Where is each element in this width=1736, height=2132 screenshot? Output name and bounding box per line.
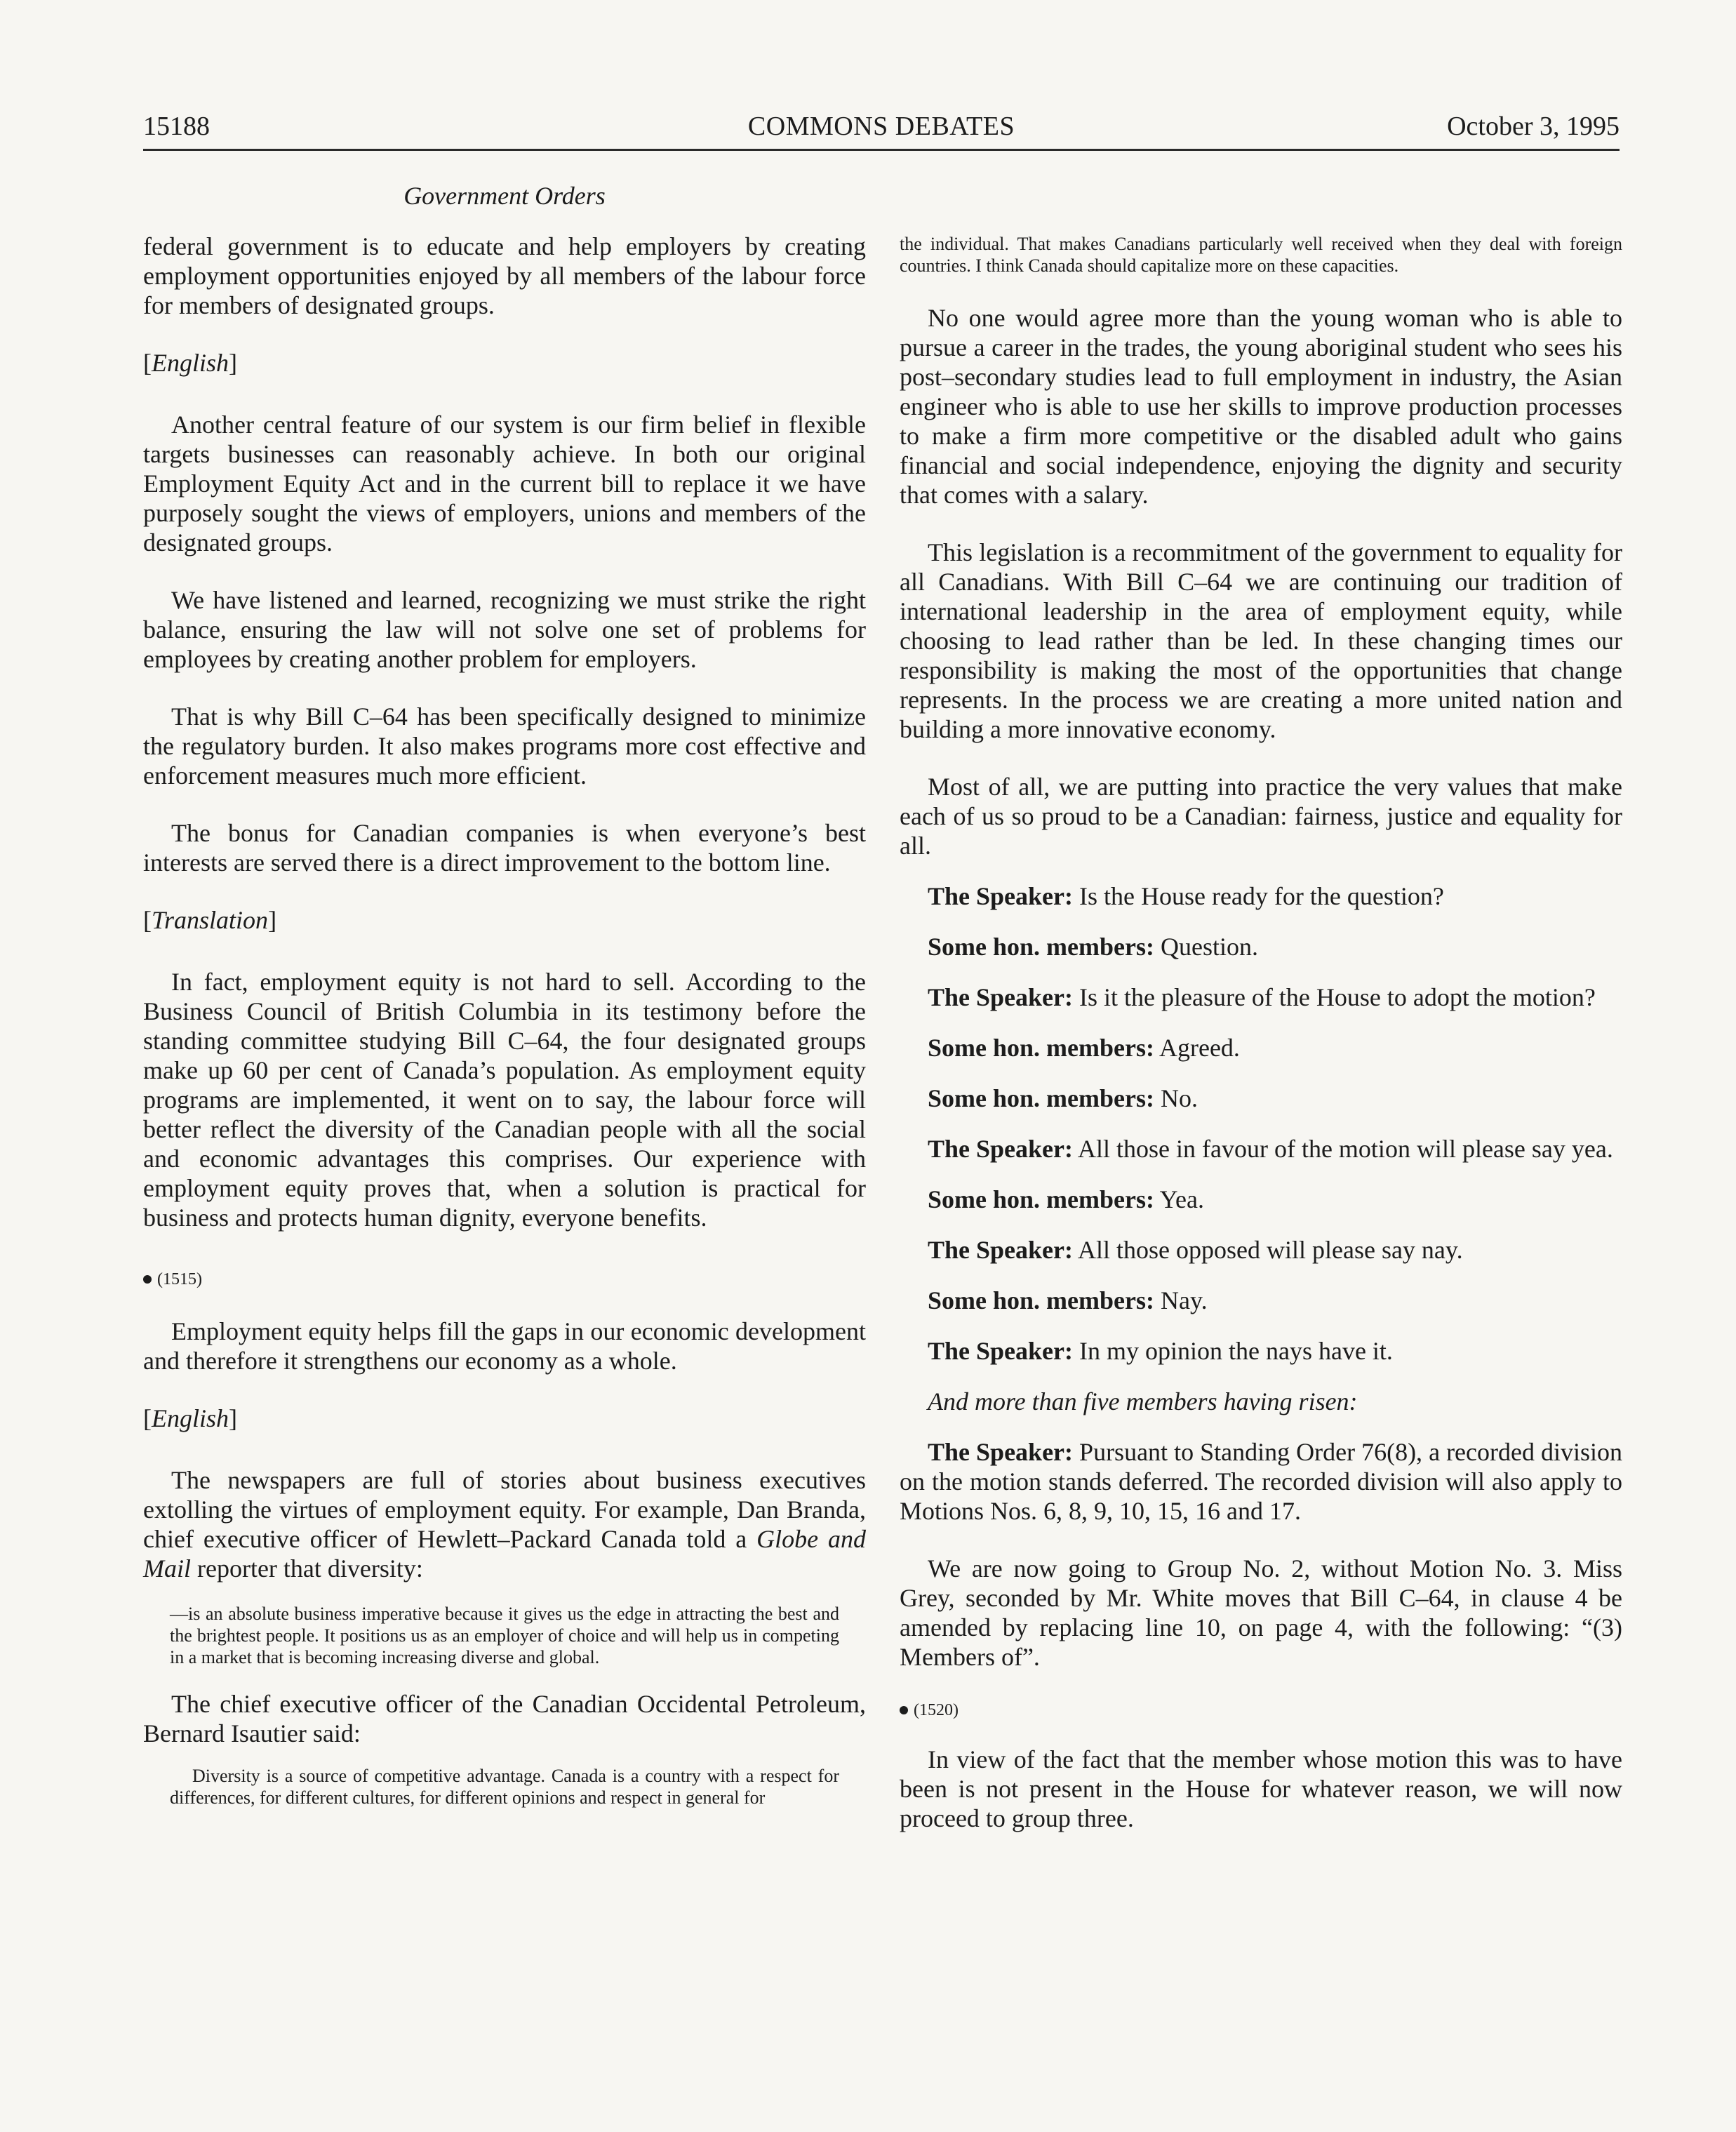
time-marker: [143, 1269, 866, 1290]
block-quote: —is an absolute business imperative because it gives us the edge in attracting the best and the brightest people. It positions us as an employer of choice and will help us in competing in a market that is becoming increasing diverse and global.: [170, 1604, 839, 1667]
speaker-name: Some hon. members:: [928, 1286, 1154, 1314]
paragraph: We have listened and learned, recognizing we must strike the right balance, ensuring the law will not solve one set of problems for employees by creating another problem for employers.: [143, 586, 866, 673]
time-marker: [900, 1700, 1622, 1721]
speech-text: In my opinion the nays have it.: [1073, 1337, 1393, 1365]
speech: [900, 1437, 1622, 1526]
speaker-name: The Speaker:: [928, 1236, 1073, 1264]
block-quote: Diversity is a source of competitive advantage. Canada is a country with a respect for differences, for different cultures, for different opinions and respect in general for: [170, 1766, 839, 1808]
paragraph: The chief executive officer of the Canadian Occidental Petroleum, Bernard Isautier said:: [143, 1690, 866, 1747]
speech: [900, 1033, 1622, 1062]
speech-text: Is it the pleasure of the House to adopt the motion?: [1073, 983, 1596, 1011]
speech: [900, 1235, 1622, 1265]
speech-text: All those opposed will please say nay.: [1073, 1236, 1463, 1264]
speech-text: Is the House ready for the question?: [1073, 882, 1444, 910]
speech: [900, 1336, 1622, 1366]
left-column: [143, 232, 866, 1808]
paragraph: Employment equity helps fill the gaps in our economic development and therefore it strengthens our economy as a whole.: [143, 1317, 866, 1375]
speaker-name: Some hon. members:: [928, 1084, 1154, 1112]
language-marker: [Translation]: [143, 906, 277, 934]
speech-text: No.: [1154, 1084, 1198, 1112]
paragraph: Another central feature of our system is our firm belief in flexible targets businesses can reasonably achieve. In both our original Employment Equity Act and in the current bill to replace it we have purposely sought the views of employers, unions and members of the designated groups.: [143, 411, 866, 557]
paragraph-text: reporter that diversity:: [191, 1554, 423, 1583]
speech-text: Question.: [1154, 933, 1258, 961]
paragraph: The bonus for Canadian companies is when everyone’s best interests are served there is a direct improvement to the bottom line.: [143, 819, 866, 877]
page-number: 15188: [143, 112, 210, 141]
speech: [900, 881, 1622, 911]
speech: [900, 1134, 1622, 1164]
block-quote-continued: the individual. That makes Canadians particularly well received when they deal with foreign countries. I think Canada should capitalize more on these capacities.: [900, 234, 1622, 276]
section-title: Government Orders: [403, 182, 606, 210]
speaker-name: The Speaker:: [928, 1438, 1074, 1466]
speaker-name: Some hon. members:: [928, 1185, 1154, 1213]
speaker-name: The Speaker:: [928, 1135, 1073, 1163]
language-label: English: [152, 1404, 229, 1432]
time-marker-text: (1520): [914, 1701, 959, 1719]
language-label: English: [152, 349, 229, 377]
paragraph: This legislation is a recommitment of the government to equality for all Canadians. With Bill C–64 we are continuing our tradition of international leadership in the area of employment equity, while choosing to lead rather than be led. In these changing times our responsibility is making the most of the opportunities that change represents. In the process we are creating a more united nation and building a more innovative economy.: [900, 538, 1622, 743]
paragraph: That is why Bill C–64 has been specifically designed to minimize the regulatory burden. It also makes programs more cost effective and enforcement measures much more efficient.: [143, 702, 866, 789]
speaker-name: Some hon. members:: [928, 933, 1154, 961]
page-header: [143, 111, 1620, 146]
speech: [900, 1084, 1622, 1113]
publication-title: COMMONS DEBATES: [747, 112, 1015, 141]
speaker-name: The Speaker:: [928, 983, 1073, 1011]
language-label: Translation: [152, 906, 269, 934]
speech-text: Yea.: [1154, 1185, 1204, 1213]
paragraph: In fact, employment equity is not hard to sell. According to the Business Council of British Columbia in its testimony before the standing committee studying Bill C–64, the four designated groups make up 60 per cent of Canada’s population. As employment equity programs are implemented, it went on to say, the labour force will better reflect the diversity of the Canadian people with all the social and economic advantages this comprises. Our experience with employment equity proves that, when a solution is practical for business and protects human dignity, everyone benefits.: [143, 968, 866, 1232]
paragraph: Most of all, we are putting into practice the very values that make each of us so proud to be a Canadian: fairness, justice and equality for all.: [900, 773, 1622, 860]
newspaper-title: Globe and Mail: [143, 1525, 866, 1583]
bullet-icon: [900, 1706, 908, 1714]
speech-text: Nay.: [1154, 1286, 1208, 1314]
speech-text: Pursuant to Standing Order 76(8), a recorded division on the motion stands deferred. The recorded division will also apply to Motions Nos. 6, 8, 9, 10, 15, 16 and 17.: [900, 1438, 1623, 1525]
paragraph: We are now going to Group No. 2, without Motion No. 3. Miss Grey, seconded by Mr. White moves that Bill C–64, in clause 4 be amended by replacing line 10, on page 4, with the following: “(3) Members of”.: [900, 1554, 1622, 1671]
header-rule: [143, 149, 1620, 151]
speaker-name: The Speaker:: [928, 882, 1073, 910]
stage-direction: And more than five members having risen:: [928, 1387, 1358, 1415]
speech: [900, 1185, 1622, 1214]
publication-date: October 3, 1995: [1447, 112, 1620, 141]
speech: [900, 1286, 1622, 1315]
time-marker-text: (1515): [157, 1270, 202, 1288]
bullet-icon: [143, 1275, 152, 1284]
paragraph: [143, 1465, 866, 1583]
speech-text: Agreed.: [1154, 1034, 1240, 1062]
paragraph: In view of the fact that the member whose motion this was to have been is not present in the House for whatever reason, we will now proceed to group three.: [900, 1745, 1622, 1832]
speaker-name: The Speaker:: [928, 1337, 1073, 1365]
right-column: [900, 233, 1622, 1833]
paragraph: federal government is to educate and help employers by creating employment opportunities enjoyed by all members of the labour force for members of designated groups.: [143, 232, 866, 319]
paragraph: No one would agree more than the young woman who is able to pursue a career in the trades, the young aboriginal student who sees his post–secondary studies lead to full employment in industry, the Asian engineer who is able to use her skills to improve production processes to make a firm more competitive or the disabled adult who gains financial and social independence, enjoying the dignity and security that comes with a salary.: [900, 304, 1622, 509]
speech: [900, 932, 1622, 961]
language-marker: [English]: [143, 1404, 238, 1432]
paragraph-text: The newspapers are full of stories about business executives extolling the virtues of employment equity. For example, Dan Branda, chief executive officer of Hewlett–Packard Canada told a: [143, 1466, 866, 1553]
speaker-name: Some hon. members:: [928, 1034, 1154, 1062]
speech: [900, 982, 1622, 1012]
language-marker: [English]: [143, 349, 238, 377]
speech-text: All those in favour of the motion will please say yea.: [1073, 1135, 1613, 1163]
